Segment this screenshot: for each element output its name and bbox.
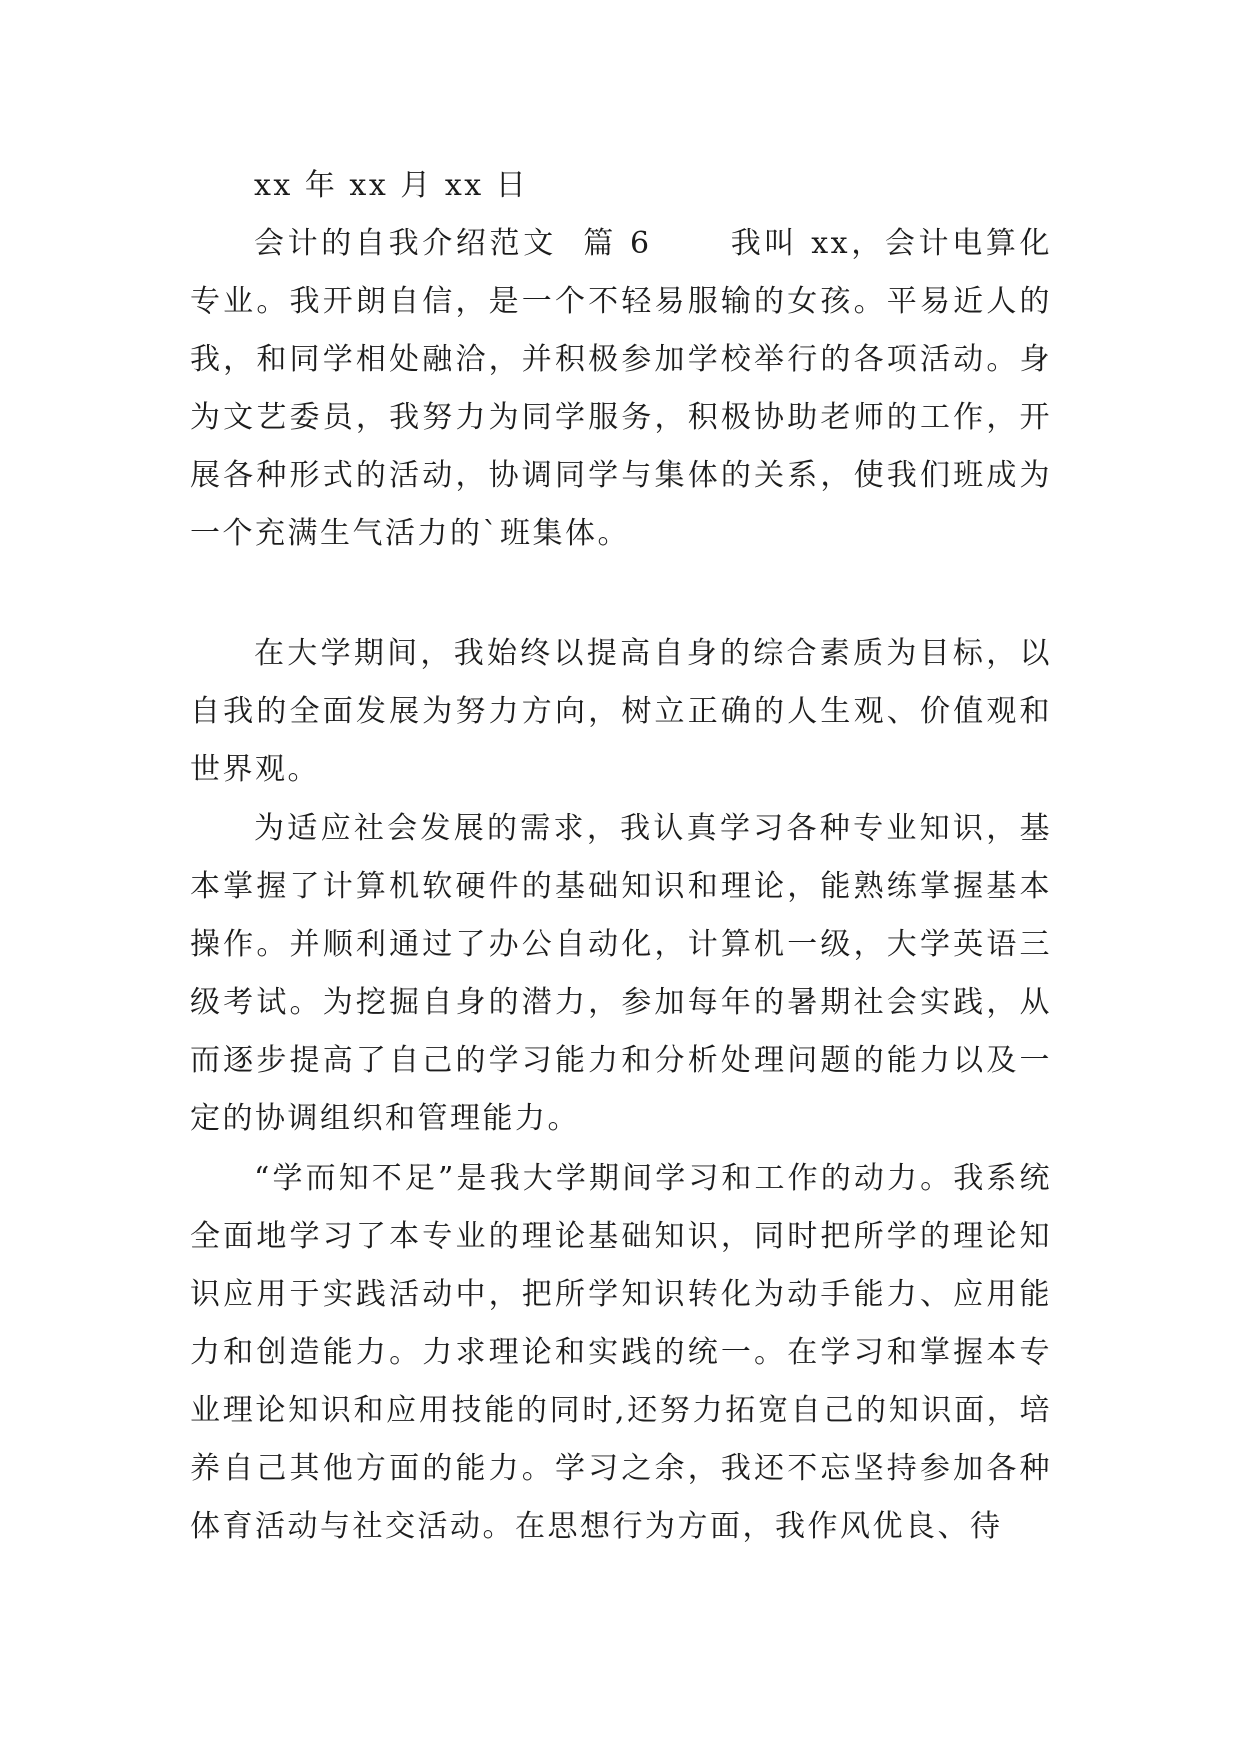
paragraph-professional-study: 为适应社会发展的需求，我认真学习各种专业知识，基本掌握了计算机软硬件的基础知识和理论，能熟练掌握基本操作。并顺利通过了办公自动化，计算机一级，大学英语三级考试。为挖掘自身的潜力，参加每年的暑期社会实践，从而逐步提高了自己的学习能力和分析处理问题的能力以及一定的协调组织和管理能力。 — [190, 811, 1052, 1136]
date-line: xx 年 xx 月 xx 日 — [254, 168, 529, 203]
paragraph-self-introduction: 会计的自我介绍范文 篇 6 我叫 xx，会计电算化专业。我开朗自信，是一个不轻易服输的女孩。平易近人的我，和同学相处融洽，并积极参加学校举行的各项活动。身为文艺委员，我努力为同学服务，积极协助老师的工作，开展各种形式的活动，协调同学与集体的关系，使我们班成为一个充满生气活力的`班集体。 — [190, 226, 1052, 551]
paragraph-university-period: 在大学期间，我始终以提高自身的综合素质为目标，以自我的全面发展为努力方向，树立正确的人生观、价值观和世界观。 — [190, 636, 1052, 787]
paragraph-learning-motivation: “学而知不足”是我大学期间学习和工作的动力。我系统全面地学习了本专业的理论基础知识，同时把所学的理论知识应用于实践活动中，把所学知识转化为动手能力、应用能力和创造能力。力求理论和实践的统一。在学习和掌握本专业理论知识和应用技能的同时,还努力拓宽自己的知识面，培养自己其他方面的能力。学习之余，我还不忘坚持参加各种体育活动与社交活动。在思想行为方面，我作风优良、待 — [190, 1161, 1052, 1544]
